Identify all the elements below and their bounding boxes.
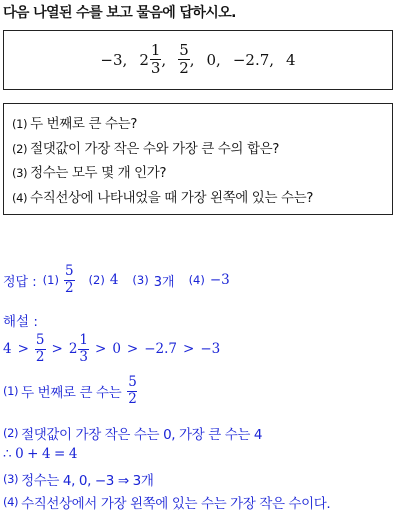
- fraction-numerator: 5: [35, 332, 45, 348]
- fraction-denominator: 3: [79, 348, 88, 365]
- fraction-numerator: 1: [79, 332, 88, 348]
- question-text: 절댓값이 가장 작은 수와 가장 큰 수의 합은?: [30, 140, 279, 157]
- order-mixed-number: [69, 334, 89, 364]
- answer-number: (2): [88, 273, 105, 287]
- question-text: 두 번째로 큰 수는?: [30, 116, 138, 132]
- number-neg3: −3,: [100, 50, 128, 69]
- answer-value: 4: [109, 272, 119, 288]
- fraction-denominator: 2: [179, 59, 189, 77]
- solution-text: ∴ 0 + 4 = 4: [3, 446, 78, 462]
- comma: ,: [189, 50, 195, 69]
- greater-than-sign: >: [51, 341, 63, 357]
- number-four: 4: [286, 50, 296, 69]
- fraction-denominator: 3: [150, 59, 161, 77]
- order-value: 4: [3, 341, 12, 357]
- solution-2-sum: [3, 446, 77, 462]
- answer-number: (3): [132, 273, 149, 287]
- solution-number: (4): [3, 495, 19, 509]
- mixed-whole: 2: [139, 50, 149, 69]
- fraction-denominator: 2: [128, 390, 137, 407]
- number-neg2-7: −2.7,: [232, 50, 275, 69]
- question-number: (4): [12, 190, 28, 205]
- solution-title: 해설 :: [3, 314, 38, 330]
- fraction-denominator: 2: [35, 348, 45, 365]
- mixed-fraction: [150, 43, 162, 76]
- question-number: (3): [12, 166, 28, 180]
- greater-than-sign: >: [183, 341, 195, 357]
- question-2: [12, 137, 392, 162]
- mixed-whole: 2: [68, 341, 78, 357]
- order-value: −2.7: [144, 341, 177, 357]
- answer-2: [89, 272, 119, 288]
- question-number: (2): [12, 141, 28, 156]
- question-text: 수직선상에 나타내었을 때 가장 왼쪽에 있는 수는?: [30, 189, 314, 206]
- solution-text: 두 번째로 큰 수는: [21, 385, 122, 401]
- number-mixed-2-1-3: [139, 43, 161, 76]
- question-box: [3, 103, 393, 215]
- solution-text: 절댓값이 가장 작은 수는 0, 가장 큰 수는 4: [21, 427, 263, 443]
- instruction-text: 다음 나열된 수를 보고 물음에 답하시오.: [3, 5, 236, 21]
- fraction-numerator: 5: [179, 41, 189, 59]
- question-text: 정수는 모두 몇 개 인가?: [30, 165, 167, 181]
- solution-number: (1): [3, 384, 19, 398]
- comma: ,: [161, 50, 167, 69]
- question-3: [12, 161, 392, 186]
- answer-number: (4): [188, 273, 205, 287]
- number-fraction-5-2: [178, 43, 190, 76]
- number-zero: 0,: [206, 50, 221, 69]
- solution-4: [3, 492, 330, 512]
- question-4: [12, 186, 392, 211]
- answer-1: [43, 265, 75, 295]
- fraction-numerator: 1: [150, 41, 161, 59]
- order-value: 0: [112, 341, 121, 357]
- question-1: [12, 112, 392, 137]
- solution-text: 수직선상에서 가장 왼쪽에 있는 수는 가장 작은 수이다.: [21, 496, 331, 512]
- question-number: (1): [12, 117, 28, 131]
- answer-number: (1): [42, 273, 59, 287]
- fraction-numerator: 5: [64, 263, 74, 279]
- order-value: −3: [200, 341, 221, 357]
- fraction-numerator: 5: [128, 374, 137, 390]
- solution-number: (2): [3, 426, 19, 440]
- solution-fraction: [127, 376, 137, 406]
- answer-value: 3개: [153, 274, 175, 290]
- answer-3: [132, 271, 174, 290]
- answer-value: −3: [209, 272, 230, 288]
- solution-3: [3, 469, 153, 489]
- answer-label: 정답 :: [3, 274, 37, 290]
- solution-1: [3, 376, 137, 406]
- greater-than-sign: >: [95, 341, 107, 357]
- number-list: [4, 43, 392, 76]
- answer-4: [189, 272, 230, 288]
- answer-fraction: [64, 265, 75, 295]
- solution-order: [3, 334, 220, 364]
- number-list-box: [3, 30, 393, 90]
- solution-text: 정수는 4, 0, −3 ⇒ 3개: [21, 473, 154, 489]
- greater-than-sign: >: [17, 341, 29, 357]
- fraction-denominator: 2: [64, 279, 74, 296]
- mixed-fraction: [78, 334, 89, 364]
- solution-2: [3, 423, 262, 443]
- solution-number: (3): [3, 472, 19, 486]
- answer-line: [3, 265, 244, 295]
- order-fraction: [35, 334, 46, 364]
- greater-than-sign: >: [126, 341, 139, 357]
